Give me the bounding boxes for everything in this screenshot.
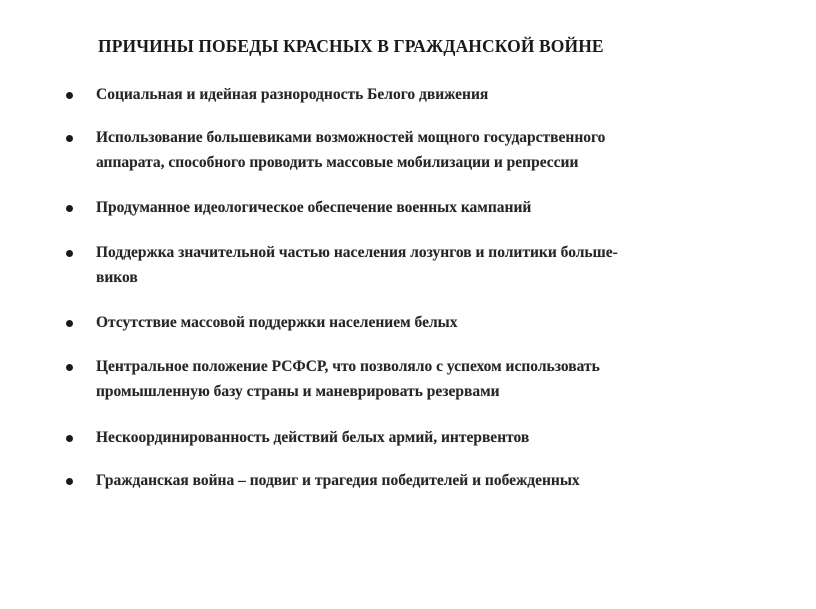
- bullet-icon: [66, 92, 73, 99]
- list-item-text: Гражданская война – подвиг и трагедия победителей и побежденных: [96, 472, 580, 489]
- list-item-text: Поддержка значительной частью населения лозунгов и политики больше- виков: [96, 244, 618, 286]
- bullet-icon: [66, 478, 73, 485]
- list-item-text: Социальная и идейная разнородность Белого движения: [96, 86, 489, 103]
- list-item-text: Нескоординированность действий белых армий, интервентов: [96, 429, 530, 446]
- bullet-icon: [66, 250, 73, 257]
- list-item-text: Отсутствие массовой поддержки населением белых: [96, 314, 458, 331]
- list-item-text: Центральное положение РСФСР, что позволяло с успехом использовать промышленную базу страны и маневрировать резервами: [96, 358, 600, 400]
- list-item-text: Продуманное идеологическое обеспечение военных кампаний: [96, 199, 532, 216]
- bullet-icon: [66, 364, 73, 371]
- list-item-text: Использование большевиками возможностей мощного государственного аппарата, способного проводить массовые мобилизации и репрессии: [96, 129, 606, 171]
- bullet-icon: [66, 205, 73, 212]
- slide-title: ПРИЧИНЫ ПОБЕДЫ КРАСНЫХ В ГРАЖДАНСКОЙ ВОЙНЕ: [98, 36, 604, 56]
- bullet-icon: [66, 435, 73, 442]
- bullet-icon: [66, 320, 73, 327]
- bullet-icon: [66, 135, 73, 142]
